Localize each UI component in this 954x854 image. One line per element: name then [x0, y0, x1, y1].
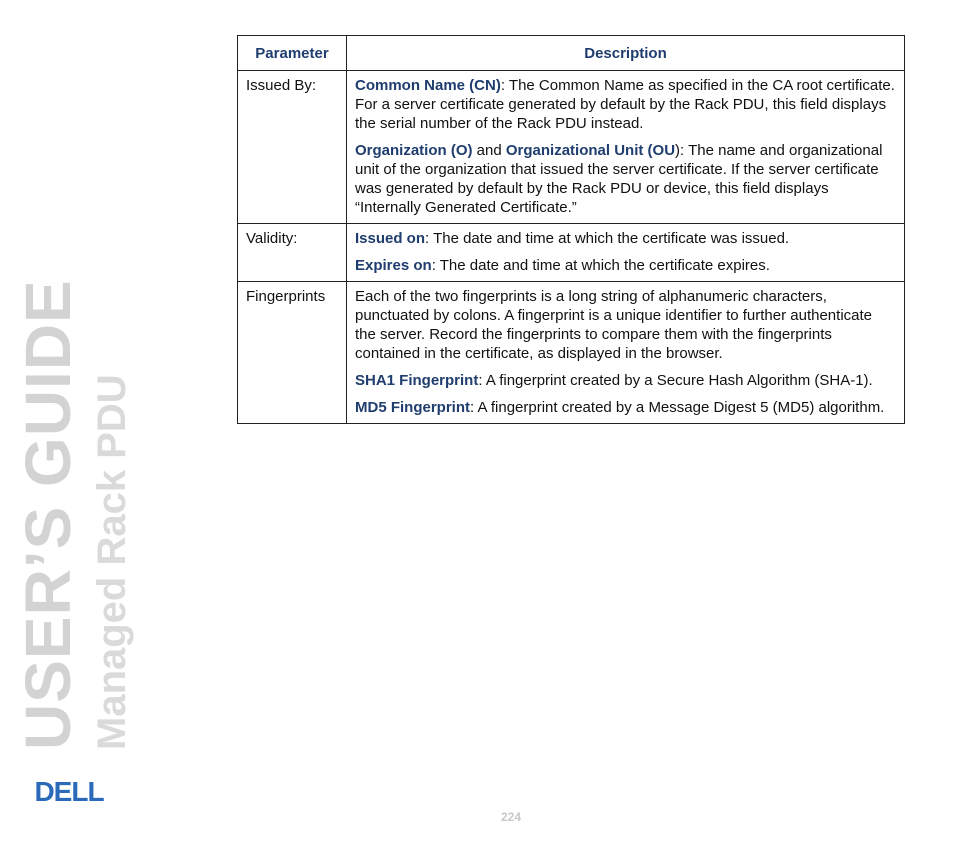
entry — [355, 229, 896, 248]
entry — [355, 76, 896, 133]
entry — [355, 141, 896, 217]
description-cell — [347, 71, 905, 224]
term: Expires on — [355, 257, 432, 274]
entry-text: Each of the two fingerprints is a long string of alphanumeric characters, punctuated by colons. A fingerprint is a unique identifier to further authenticate the server. Record the fingerprints to compare them with the fingerprints contained in the certificate, as displayed in the browser. — [355, 288, 873, 362]
term: MD5 Fingerprint — [355, 399, 470, 416]
term: Organizational Unit (OU — [505, 142, 676, 159]
table-header-row — [238, 36, 905, 71]
description-cell — [347, 282, 905, 424]
term: Organization (O) — [355, 142, 473, 159]
entry — [355, 398, 896, 417]
entry — [355, 287, 896, 363]
param-cell: Validity: — [238, 224, 347, 282]
joiner: and — [472, 142, 506, 159]
entry-text: : The date and time at which the certificate was issued. — [425, 230, 790, 247]
guide-title: USER’S GUIDE — [12, 279, 84, 750]
entry-text: ): The name and organizational unit of the organization that issued the server certificate. If the server certificate was generated by default by the Rack PDU or device, this field displays “Internally Generated Certificate.” — [355, 142, 883, 216]
table-row — [238, 71, 905, 224]
param-cell: Fingerprints — [238, 282, 347, 424]
entry — [355, 371, 896, 390]
term: Common Name (CN) — [355, 77, 501, 94]
table-row — [238, 282, 905, 424]
entry — [355, 256, 896, 275]
header-parameter: Parameter — [238, 36, 347, 71]
param-cell: Issued By: — [238, 71, 347, 224]
entry-text: : A fingerprint created by a Message Digest 5 (MD5) algorithm. — [470, 399, 885, 416]
term: Issued on — [355, 230, 426, 247]
product-title: Managed Rack PDU — [90, 374, 134, 750]
entry-text: : A fingerprint created by a Secure Hash Algorithm (SHA-1). — [478, 372, 873, 389]
logo-text: DELL — [34, 776, 104, 806]
description-cell — [347, 224, 905, 282]
entry-text: : The Common Name as specified in the CA root certificate. For a server certificate generated by default by the Rack PDU, this field displays the serial number of the Rack PDU instead. — [355, 77, 895, 132]
term: SHA1 Fingerprint — [355, 372, 479, 389]
page-number: 224 — [500, 810, 522, 824]
table-row — [238, 224, 905, 282]
entry-text: : The date and time at which the certificate expires. — [431, 257, 770, 274]
header-description: Description — [347, 36, 905, 71]
dell-logo — [26, 776, 112, 806]
parameter-table — [237, 35, 905, 424]
